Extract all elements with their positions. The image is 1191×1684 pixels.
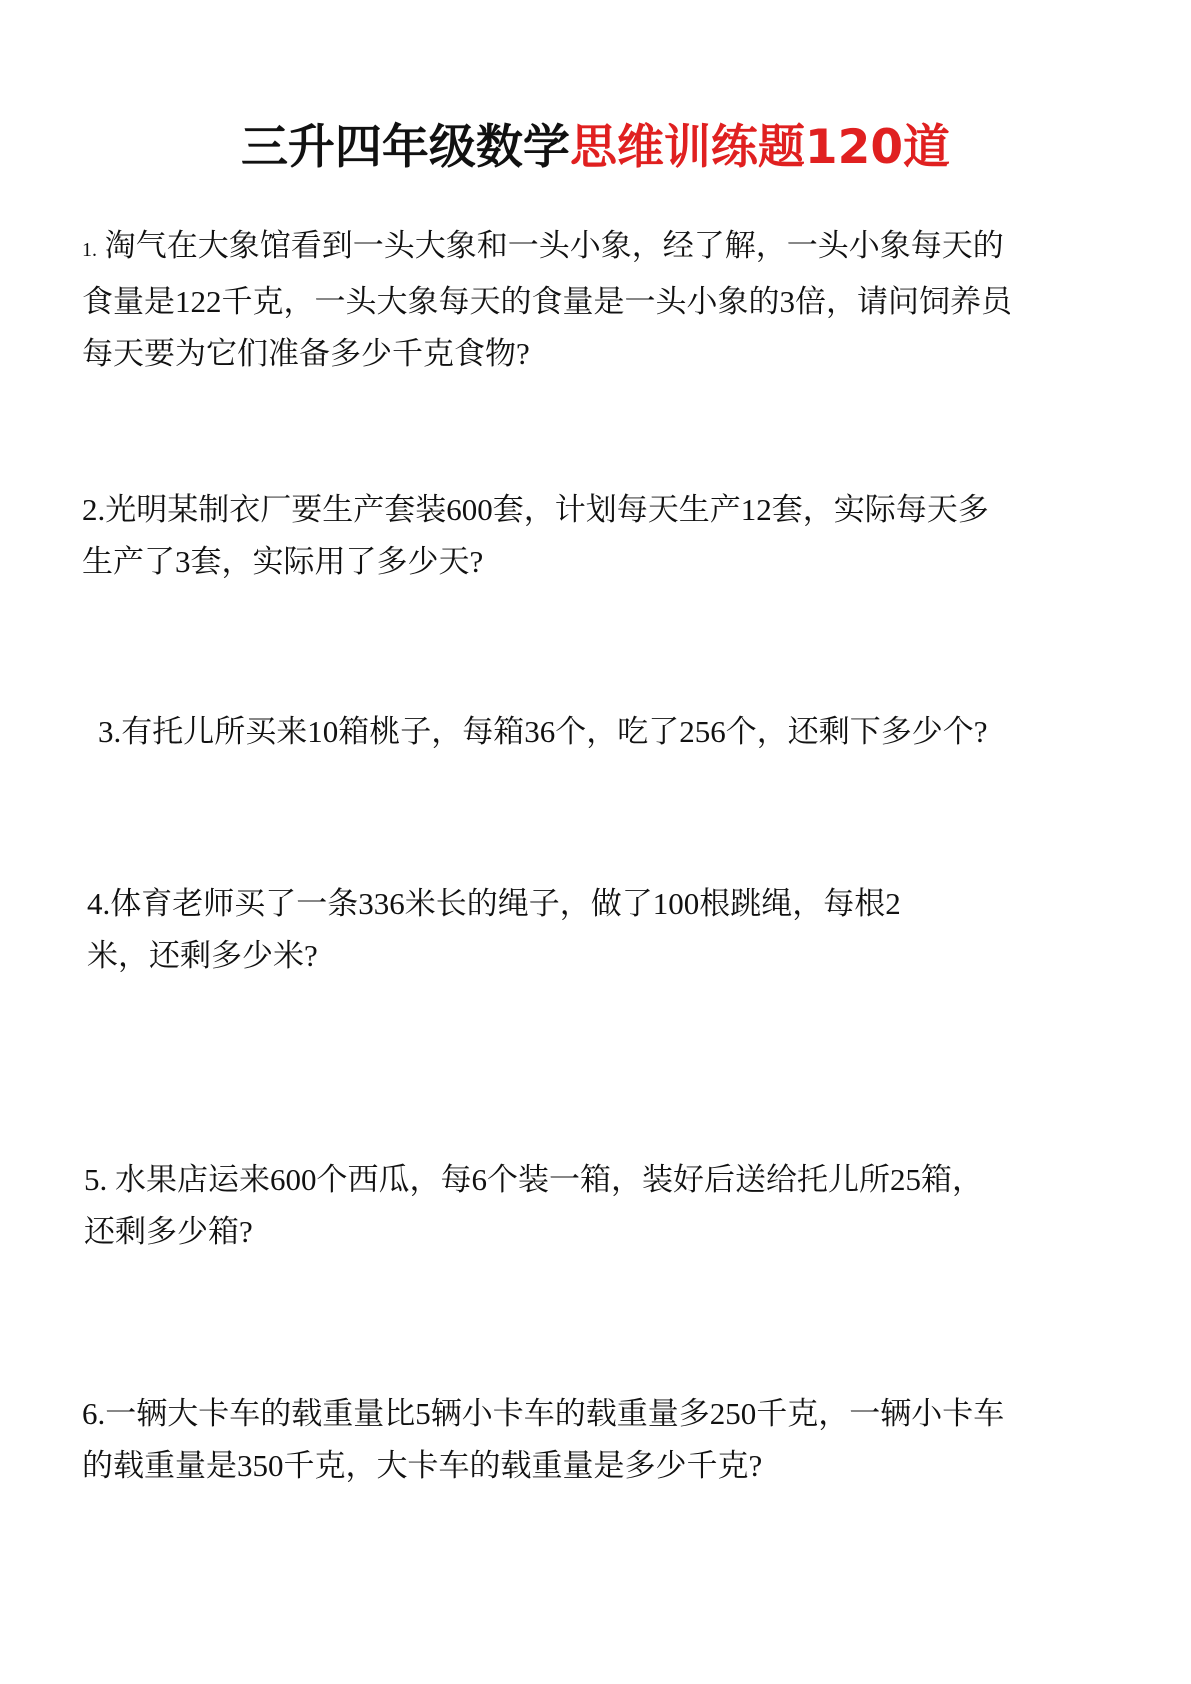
question-3 [98, 706, 988, 758]
question-number: 6. [82, 1396, 106, 1431]
question-line: 每天要为它们准备多少千克食物? [82, 336, 530, 371]
question-text: 水果店运来600个西瓜，每6个装一箱，装好后送给托儿所25箱， [107, 1162, 983, 1197]
question-number: 4. [87, 886, 111, 921]
question-line [82, 1388, 1004, 1440]
question-1 [82, 220, 1012, 380]
question-6 [82, 1388, 1004, 1492]
question-line [82, 220, 1012, 276]
question-4 [87, 878, 901, 982]
question-text: 体育老师买了一条336米长的绳子，做了100根跳绳，每根2 [110, 886, 901, 921]
question-line: 的载重量是350千克，大卡车的载重量是多少千克? [82, 1448, 763, 1483]
question-number: 2. [82, 492, 106, 527]
question-line [82, 484, 989, 536]
question-line [98, 706, 988, 758]
question-line: 生产了3套，实际用了多少天? [82, 544, 484, 579]
title-black-part: 三升四年级数学 [240, 120, 570, 175]
question-line: 还剩多少箱? [84, 1214, 253, 1249]
question-line [87, 878, 901, 930]
question-number: 3. [98, 714, 122, 749]
title-red-part: 思维训练题120道 [569, 120, 951, 175]
question-2 [82, 484, 989, 588]
question-text: 一辆大卡车的载重量比5辆小卡车的载重量多250千克，一辆小卡车 [105, 1396, 1005, 1431]
page-title [0, 118, 1191, 178]
question-line: 米，还剩多少米? [87, 938, 318, 973]
question-line [84, 1154, 983, 1206]
question-text: 光明某制衣厂要生产套装600套，计划每天生产12套，实际每天多 [105, 492, 989, 527]
question-text: 淘气在大象馆看到一头大象和一头小象，经了解，一头小象每天的 [104, 228, 1004, 263]
question-number: 1. [82, 239, 97, 261]
question-5 [84, 1154, 983, 1258]
question-number: 5. [84, 1162, 108, 1197]
question-text: 有托儿所买来10箱桃子，每箱36个，吃了256个，还剩下多少个? [121, 714, 988, 749]
question-line: 食量是122千克，一头大象每天的食量是一头小象的3倍，请问饲养员 [82, 284, 1012, 319]
